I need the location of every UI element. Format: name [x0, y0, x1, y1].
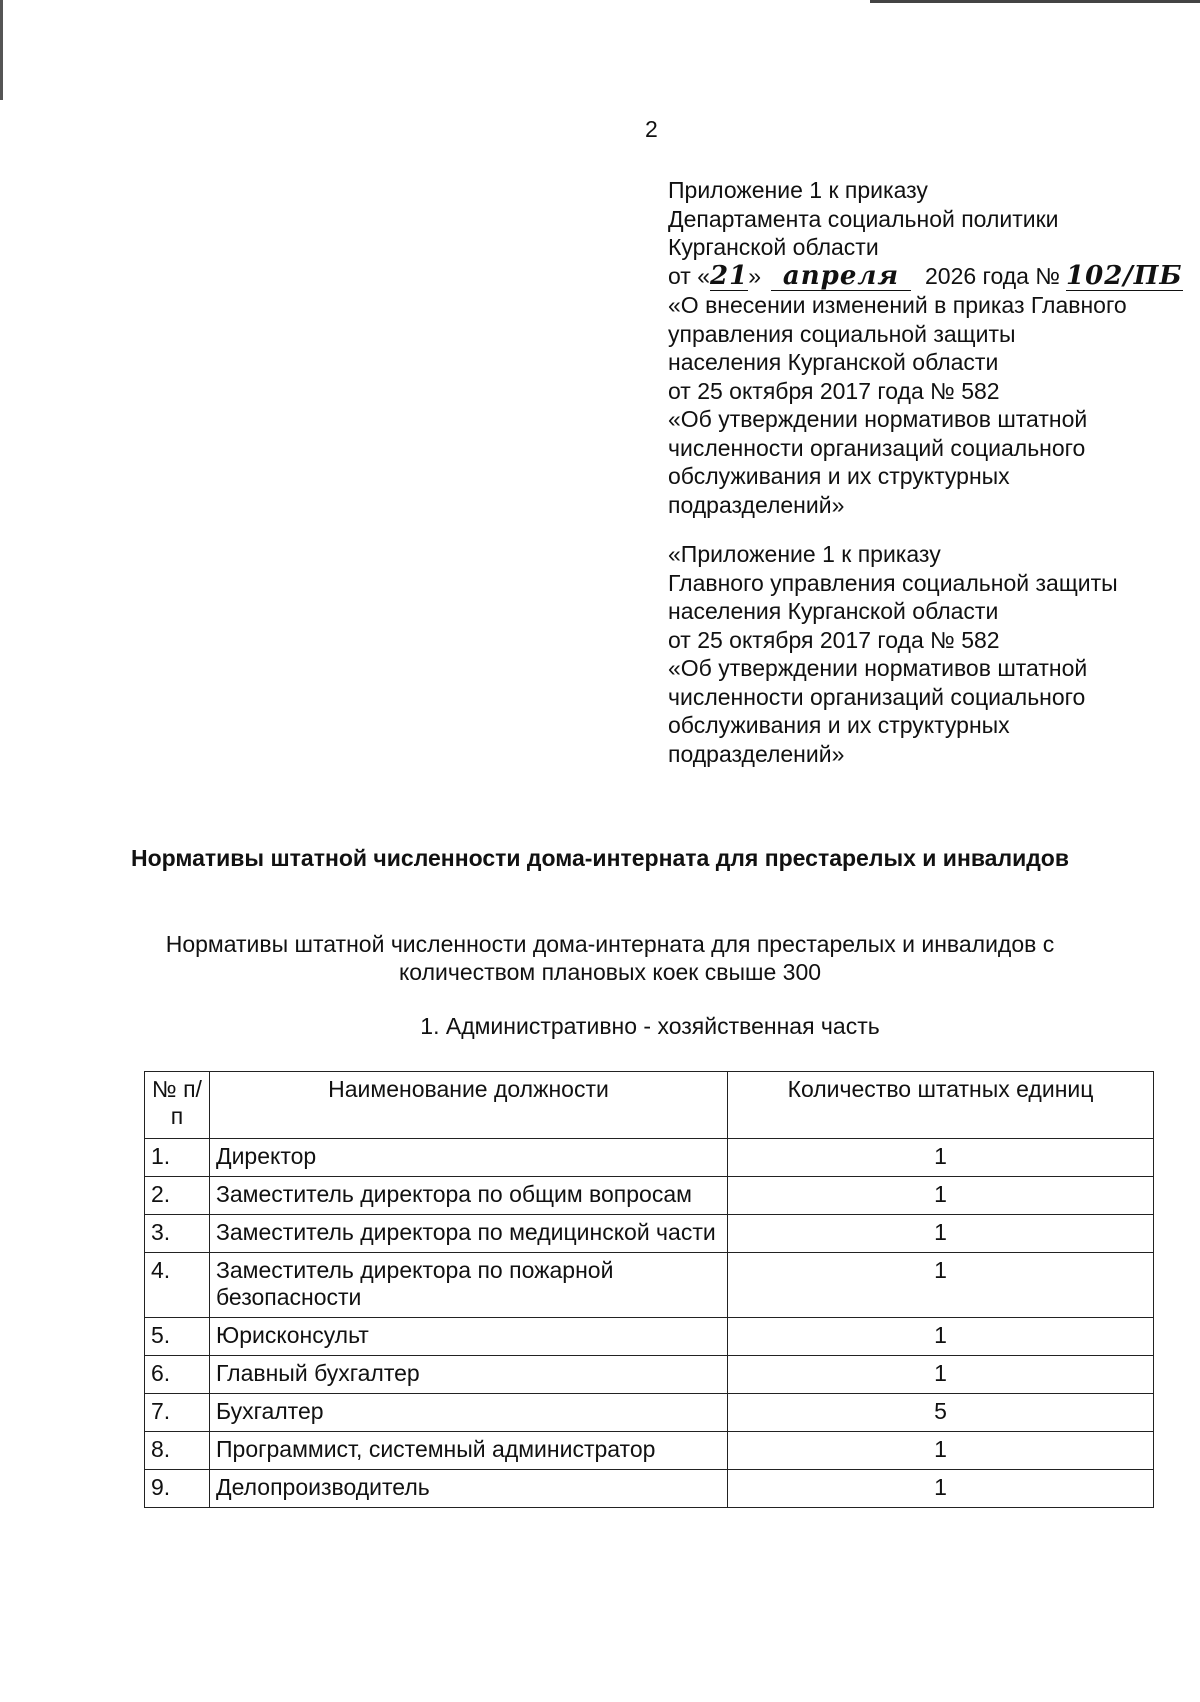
row-number: 4.	[145, 1253, 210, 1318]
scan-edge-top	[870, 0, 1200, 3]
row-position: Заместитель директора по общим вопросам	[210, 1177, 728, 1215]
row-quantity: 1	[728, 1215, 1154, 1253]
row-position: Директор	[210, 1139, 728, 1177]
row-position: Программист, системный администратор	[210, 1432, 728, 1470]
appendix-original-line: населения Курганской области	[668, 598, 999, 624]
appendix-order-line: от 25 октября 2017 года № 582	[668, 377, 1000, 404]
scan-edge-left	[0, 0, 3, 100]
row-number: 8.	[145, 1432, 210, 1470]
appendix-order-line: Курганской области	[668, 234, 879, 260]
appendix-original-line: подразделений»	[668, 740, 845, 767]
row-position: Заместитель директора по медицинской части	[210, 1215, 728, 1253]
row-position: Юрисконсульт	[210, 1318, 728, 1356]
table-row	[145, 1215, 1154, 1253]
date-quote-close: »	[748, 262, 761, 289]
row-quantity: 1	[728, 1318, 1154, 1356]
appendix-order-line: «Об утверждении нормативов штатной	[668, 406, 1088, 432]
row-number: 2.	[145, 1177, 210, 1215]
table-row	[145, 1356, 1154, 1394]
row-number: 9.	[145, 1470, 210, 1508]
row-number: 1.	[145, 1139, 210, 1177]
appendix-order-line: численности организаций социального	[668, 434, 1086, 461]
staffing-table	[144, 1071, 1154, 1508]
page-number: 2	[645, 116, 658, 142]
appendix-original-line: «Приложение 1 к приказу	[668, 541, 941, 567]
appendix-original-block	[668, 540, 1118, 768]
handwritten-order-number: 102/ПБ	[1066, 260, 1183, 291]
appendix-order-line: управления социальной защиты	[668, 320, 1016, 347]
appendix-original-line: от 25 октября 2017 года № 582	[668, 626, 1000, 653]
row-position: Главный бухгалтер	[210, 1356, 728, 1394]
appendix-order-line: Приложение 1 к приказу	[668, 177, 928, 203]
row-number: 5.	[145, 1318, 210, 1356]
appendix-order-block	[668, 176, 1183, 519]
appendix-original-line: численности организаций социального	[668, 683, 1086, 710]
table-header-row	[145, 1072, 1154, 1139]
row-position: Делопроизводитель	[210, 1470, 728, 1508]
table-row	[145, 1470, 1154, 1508]
document-title: Нормативы штатной численности дома-интерната для престарелых и инвалидов	[130, 845, 1069, 871]
table-row	[145, 1318, 1154, 1356]
row-quantity: 1	[728, 1356, 1154, 1394]
appendix-original-line: Главного управления социальной защиты	[668, 569, 1118, 596]
row-number: 3.	[145, 1215, 210, 1253]
appendix-original-line: обслуживания и их структурных	[668, 712, 1010, 738]
appendix-order-line: населения Курганской области	[668, 349, 999, 375]
appendix-order-line: обслуживания и их структурных	[668, 463, 1010, 489]
row-position: Заместитель директора по пожарной безопасности	[210, 1253, 728, 1318]
header-number: № п/п	[145, 1072, 210, 1139]
appendix-order-line: Департамента социальной политики	[668, 205, 1059, 232]
document-subtitle: Нормативы штатной численности дома-интерната для престарелых и инвалидов с количеством плановых коек свыше 300	[165, 931, 1055, 985]
handwritten-day: 21	[710, 260, 749, 291]
date-year-text: 2026 года №	[925, 262, 1061, 289]
row-quantity: 1	[728, 1432, 1154, 1470]
appendix-order-line: подразделений»	[668, 491, 845, 518]
row-number: 6.	[145, 1356, 210, 1394]
row-quantity: 1	[728, 1253, 1154, 1318]
table-row	[145, 1177, 1154, 1215]
header-position: Наименование должности	[210, 1072, 728, 1139]
table-row	[145, 1253, 1154, 1318]
table-row	[145, 1139, 1154, 1177]
row-quantity: 1	[728, 1139, 1154, 1177]
row-quantity: 1	[728, 1177, 1154, 1215]
row-position: Бухгалтер	[210, 1394, 728, 1432]
handwritten-month: апреля	[771, 262, 911, 292]
date-prefix: от «	[668, 262, 711, 289]
appendix-order-line: «О внесении изменений в приказ Главного	[668, 292, 1127, 318]
order-date-line	[668, 262, 1183, 292]
row-quantity: 1	[728, 1470, 1154, 1508]
table-row	[145, 1432, 1154, 1470]
table-row	[145, 1394, 1154, 1432]
row-quantity: 5	[728, 1394, 1154, 1432]
section-title: 1. Административно - хозяйственная часть	[420, 1013, 880, 1039]
header-quantity: Количество штатных единиц	[728, 1072, 1154, 1139]
row-number: 7.	[145, 1394, 210, 1432]
appendix-original-line: «Об утверждении нормативов штатной	[668, 655, 1088, 681]
